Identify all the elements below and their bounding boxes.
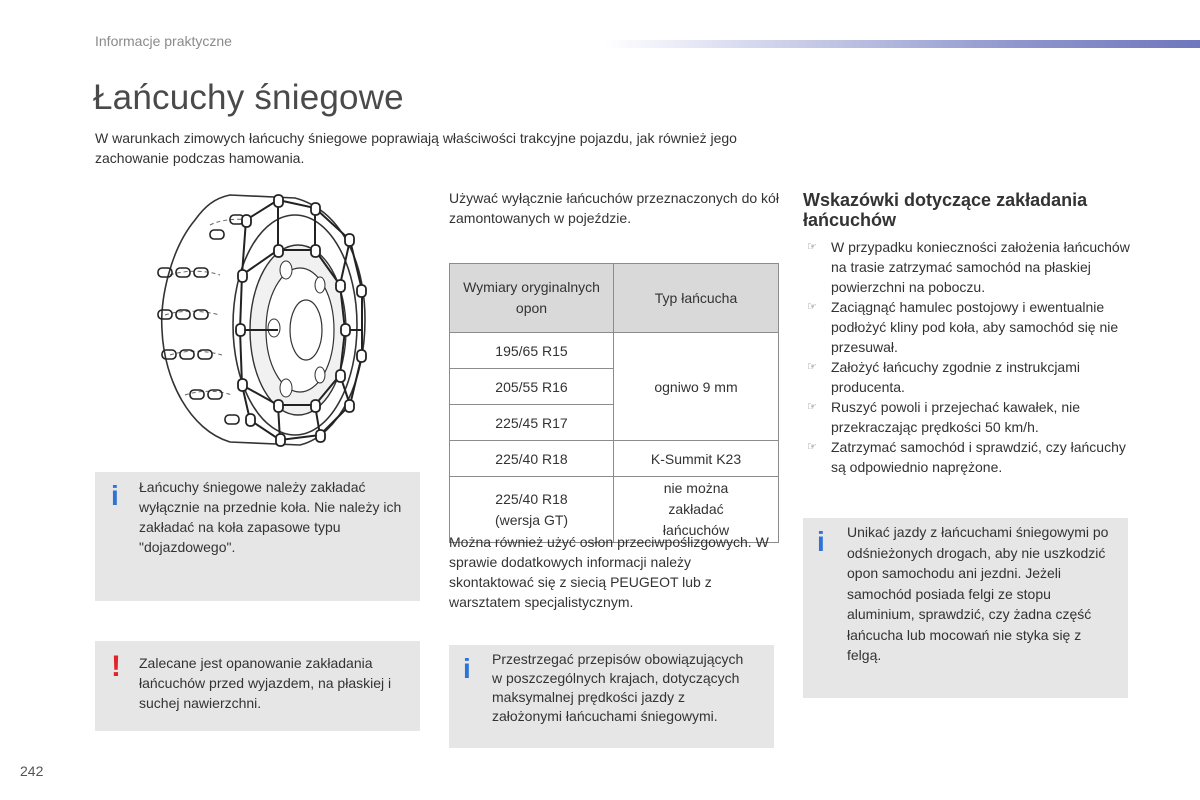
info-icon: i [111,480,119,511]
page-title: Łańcuchy śniegowe [93,78,404,117]
tire-with-snow-chain-icon [150,190,380,450]
table-cell-size-text: 225/40 R18 (wersja GT) [494,490,569,528]
tips-list [803,237,1133,477]
intro-paragraph: W warunkach zimowych łańcuchy śniegowe poprawiają właściwości trakcyjne pojazdu, jak również jego zachowanie podczas hamowania. [95,130,737,166]
chain-spec-table [449,263,779,543]
info-icon: i [817,526,825,557]
info-note-avoid-cleared-roads [803,518,1128,698]
section-label: Informacje praktyczne [95,33,232,49]
chain-spec-table-wrapper [449,263,779,543]
list-item [803,357,1133,397]
info-note-text: Łańcuchy śniegowe należy zakładać wyłącznie na przednie koła. Nie należy ich zakładać na koła zapasowe typu "dojazdowego". [139,479,402,555]
pointing-hand-icon: ☞ [807,401,817,413]
table-header-row [450,264,779,333]
table-header-chain-type: Typ łańcucha [614,264,779,333]
anti-skid-info-text: Można również użyć osłon przeciwpoślizgowych. W sprawie dodatkowych informacji należy skontaktować się z siecią PEUGEOT lub z warsztatem specjalistycznym. [449,534,769,610]
table-cell-size: 225/45 R17 [450,405,614,441]
pointing-hand-icon: ☞ [807,241,817,253]
warning-icon: ! [111,650,121,683]
tip-text: Zaciągnąć hamulec postojowy i ewentualnie podłożyć kliny pod koła, aby samochód się nie przesuwał. [831,299,1119,355]
pointing-hand-icon: ☞ [807,301,817,313]
page-number: 242 [20,763,44,779]
list-item [803,237,1133,297]
tip-text: Założyć łańcuchy zgodnie z instrukcjami producenta. [831,359,1080,395]
table-cell-size: 205/55 R16 [450,369,614,405]
info-icon: i [463,653,471,684]
tip-text: Zatrzymać samochód i sprawdzić, czy łańcuchy są odpowiednio naprężone. [831,439,1126,475]
warning-note-practice [95,641,420,731]
list-item [803,297,1133,357]
tips-heading: Wskazówki dotyczące zakładania łańcuchów [803,190,1088,230]
table-cell-chain-merged: ogniwo 9 mm [614,333,779,441]
pointing-hand-icon: ☞ [807,361,817,373]
info-note-text: Przestrzegać przepisów obowiązujących w poszczególnych krajach, dotyczących maksymalnej prędkości jazdy z założonymi łańcuchami śniegowymi. [492,651,744,724]
table-row [450,441,779,477]
info-note-front-wheels [95,472,420,601]
tips-list-wrapper [803,237,1133,477]
tip-text: Ruszyć powoli i przejechać kawałek, nie przekraczając prędkości 50 km/h. [831,399,1080,435]
info-note-text: Unikać jazdy z łańcuchami śniegowymi po odśnieżonych drogach, aby nie uszkodzić opon samochodu ani jezdni. Jeżeli samochód posiada felgi ze stopu aluminium, sprawdzić, czy żadna część łańcucha lub mocowań nie styka się z felgą. [847,524,1109,663]
pointing-hand-icon: ☞ [807,441,817,453]
tip-text: W przypadku konieczności założenia łańcuchów na trasie zatrzymać samochód na płaskiej powierzchni na poboczu. [831,239,1130,295]
header-bar [605,40,1200,48]
table-cell-size: 225/40 R18 [450,441,614,477]
table-cell-size: 195/65 R15 [450,333,614,369]
list-item [803,397,1133,437]
table-header-sizes: Wymiary oryginalnych opon [450,264,614,333]
tire-with-snow-chain-illustration [150,190,380,450]
list-item [803,437,1133,477]
warning-note-text: Zalecane jest opanowanie zakładania łańcuchów przed wyjazdem, na płaskiej i suchej nawierzchni. [139,655,392,711]
table-cell-chain: K-Summit K23 [614,441,779,477]
info-note-speed-regulations [449,645,774,748]
table-cell-chain-text: nie można zakładać łańcuchów [662,480,730,538]
table-row [450,333,779,369]
chains-usage-text: Używać wyłącznie łańcuchów przeznaczonych do kół zamontowanych w pojeździe. [449,190,779,226]
